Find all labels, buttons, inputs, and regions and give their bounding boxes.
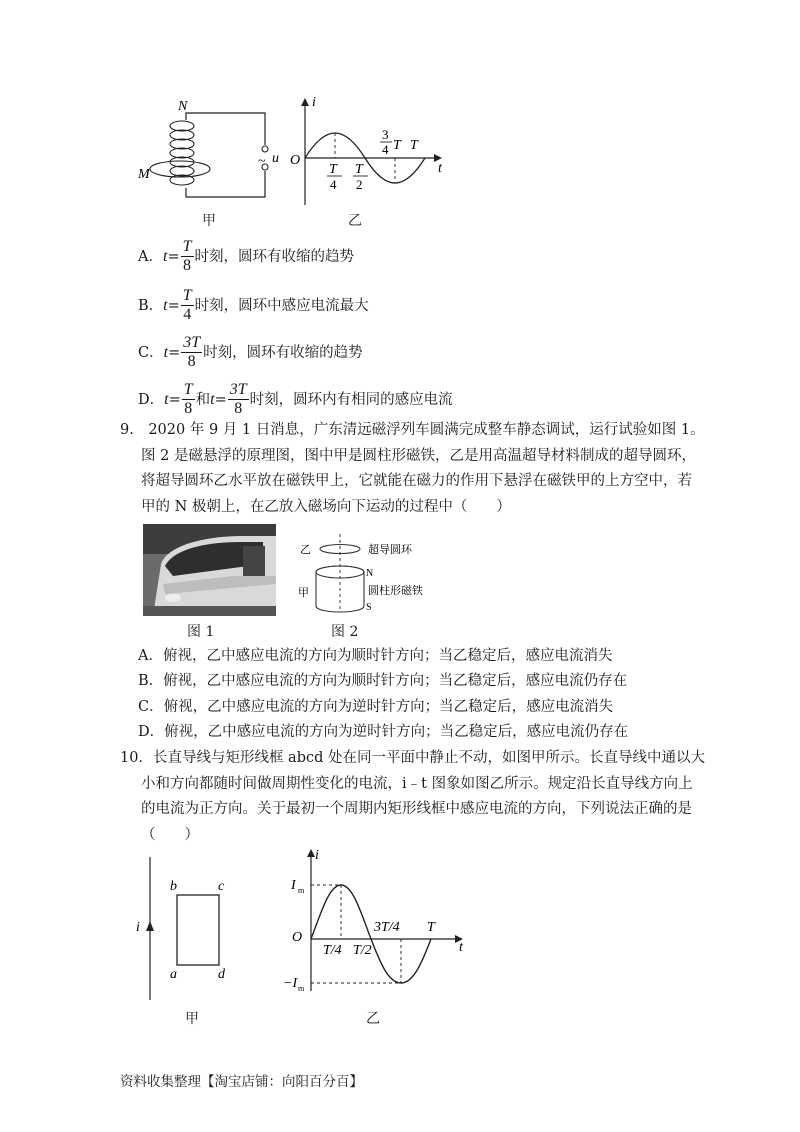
graph-Im: I <box>291 878 296 893</box>
q9-option-b[interactable]: B．俯视，乙中感应电流的方向为顺时针方向；当乙稳定后，感应电流仍存在 <box>138 673 628 689</box>
graph-tick-3T4: 3T/4 <box>374 920 400 935</box>
q10-line: （ ） <box>141 826 199 843</box>
q10-stem <box>120 746 705 848</box>
q9-option-c[interactable]: C．俯视，乙中感应电流的方向为逆时针方向；当乙稳定后，感应电流消失 <box>138 699 614 715</box>
graph-axis-i: i <box>315 848 319 863</box>
fig-top-left-caption: 甲 <box>202 213 216 229</box>
tick-3T4-num: 3 <box>382 127 389 142</box>
current-arrow-icon <box>146 921 154 931</box>
graph-axis-t: t <box>459 940 463 955</box>
fraction-num: 3T <box>183 334 201 351</box>
q10-line: 小和方向都随时间做周期性变化的电流，i﹣t 图象如图乙所示。规定沿长直导线方向上 <box>141 775 693 792</box>
coil-label-N: N <box>178 99 188 114</box>
fig2-label-N: N <box>366 568 374 579</box>
tick-T: T <box>410 138 418 153</box>
fraction-num: 3T <box>229 381 247 398</box>
fig2-label-yi: 乙 <box>300 544 311 556</box>
tick-T2-den: 2 <box>356 177 363 192</box>
fraction-den: 8 <box>184 400 193 417</box>
fraction <box>181 238 194 275</box>
q10-fig-left-caption: 甲 <box>185 1011 199 1027</box>
tick-T4-den: 4 <box>330 177 337 192</box>
wire-and-loop-diagram <box>130 855 240 1005</box>
tick-3T4-T: T <box>393 138 401 153</box>
fig-top-right-caption: 乙 <box>348 213 362 229</box>
q9-line: 9. 2020 年 9 月 1 日消息，广东清远磁浮列车圆满完成整车静态调试，运行试验如图 1。 <box>120 422 705 438</box>
q10-fig-right-caption: 乙 <box>366 1011 380 1027</box>
graph-negIm-sub: m <box>298 984 305 993</box>
var-t: t <box>164 390 169 408</box>
option-letter: C． <box>138 344 164 361</box>
q8-option-c[interactable] <box>138 334 363 371</box>
loop-corner-a: a <box>170 967 177 982</box>
fraction-den: 8 <box>187 353 196 370</box>
fraction-num: T <box>182 287 192 304</box>
var-t: t <box>163 343 169 361</box>
fraction <box>228 381 249 418</box>
voltage-label-u: u <box>272 151 279 166</box>
q9-option-d[interactable]: D．俯视，乙中感应电流的方向为逆时针方向；当乙稳定后，感应电流仍存在 <box>138 724 629 740</box>
var-t: t <box>163 296 168 314</box>
fig2-label-ring: 超导圆环 <box>368 544 412 556</box>
q9-option-a[interactable]: A．俯视，乙中感应电流的方向为顺时针方向；当乙稳定后，感应电流消失 <box>138 648 613 664</box>
loop-corner-d: d <box>218 967 225 982</box>
graph-tick-T2: T/2 <box>353 943 372 958</box>
fraction-num: T <box>183 381 193 398</box>
option-text: 时刻，圆环内有相同的感应电流 <box>249 391 453 408</box>
fig1-caption: 图 1 <box>187 624 215 640</box>
q10-line: 的电流为正方向。关于最初一个周期内矩形线框中感应电流的方向，下列说法正确的是 <box>141 801 692 817</box>
var-t: t <box>162 247 168 265</box>
tick-T2-num: T <box>355 162 363 177</box>
ac-symbol: ~ <box>258 154 266 169</box>
graph-tick-T: T <box>427 920 435 935</box>
maglev-train-photo <box>143 524 276 616</box>
option-text: 时刻，圆环有收缩的趋势 <box>194 248 354 265</box>
equals: = <box>167 248 180 265</box>
footer-text: 资料收集整理【淘宝店铺：向阳百分百】 <box>120 1074 363 1090</box>
fig2-label-jia: 甲 <box>298 587 309 599</box>
fraction-den: 8 <box>183 257 192 274</box>
axis-label-t: t <box>438 161 442 176</box>
q10-line: 10．长直导线与矩形线框 abcd 处在同一平面中静止不动，如图甲所示。长直导线中通以大 <box>120 750 705 766</box>
loop-corner-b: b <box>170 879 177 894</box>
equals: = <box>168 344 181 361</box>
q8-option-a[interactable] <box>138 238 354 275</box>
axis-label-i: i <box>312 95 316 110</box>
train-drawing <box>143 524 276 616</box>
equals: = <box>214 391 227 408</box>
fraction-den: 8 <box>234 400 243 417</box>
tick-T4-num: T <box>329 162 337 177</box>
q8-option-b[interactable] <box>138 287 369 324</box>
fraction <box>181 334 202 371</box>
graph-origin: O <box>292 930 303 945</box>
q9-line: 将超导圆环乙水平放在磁铁甲上，它就能在磁力的作用下悬浮在磁铁甲的上方空中，若 <box>141 473 692 489</box>
fig2-label-S: S <box>366 602 372 613</box>
equals: = <box>167 297 180 314</box>
tick-3T4-den: 4 <box>382 142 389 157</box>
graph-tick-T4: T/4 <box>323 943 342 958</box>
option-letter: B． <box>138 297 164 314</box>
fraction <box>182 381 195 418</box>
option-letter: A． <box>138 248 163 265</box>
fraction-den: 4 <box>183 306 192 323</box>
option-text: 时刻，圆环有收缩的趋势 <box>203 344 363 361</box>
graph-negIm: −I <box>283 976 298 991</box>
ring-label-M: M <box>138 167 150 182</box>
current-time-graph <box>283 843 473 993</box>
q8-option-d[interactable] <box>138 381 453 418</box>
var-t: t <box>210 390 215 408</box>
maglev-principle-diagram <box>296 532 436 622</box>
equals: = <box>168 391 181 408</box>
option-connector: 和 <box>195 391 211 408</box>
fig2-label-magnet: 圆柱形磁铁 <box>368 585 423 597</box>
q9-line: 甲的 N 极朝上，在乙放入磁场向下运动的过程中（ ） <box>141 498 511 515</box>
fraction <box>181 287 194 324</box>
fig2-caption: 图 2 <box>331 624 359 640</box>
option-text: 时刻，圆环中感应电流最大 <box>194 297 369 314</box>
wire-label-i: i <box>136 920 140 935</box>
loop-corner-c: c <box>218 879 225 894</box>
sine-graph-figure <box>288 90 458 210</box>
q9-line: 图 2 是磁悬浮的原理图，图中甲是圆柱形磁铁，乙是用高温超导材料制成的超导圆环， <box>141 447 696 464</box>
graph-Im-sub: m <box>298 886 305 895</box>
option-letter: D． <box>138 391 165 408</box>
fraction-num: T <box>182 238 192 255</box>
q9-stem <box>120 418 705 520</box>
origin-label: O <box>290 153 301 168</box>
